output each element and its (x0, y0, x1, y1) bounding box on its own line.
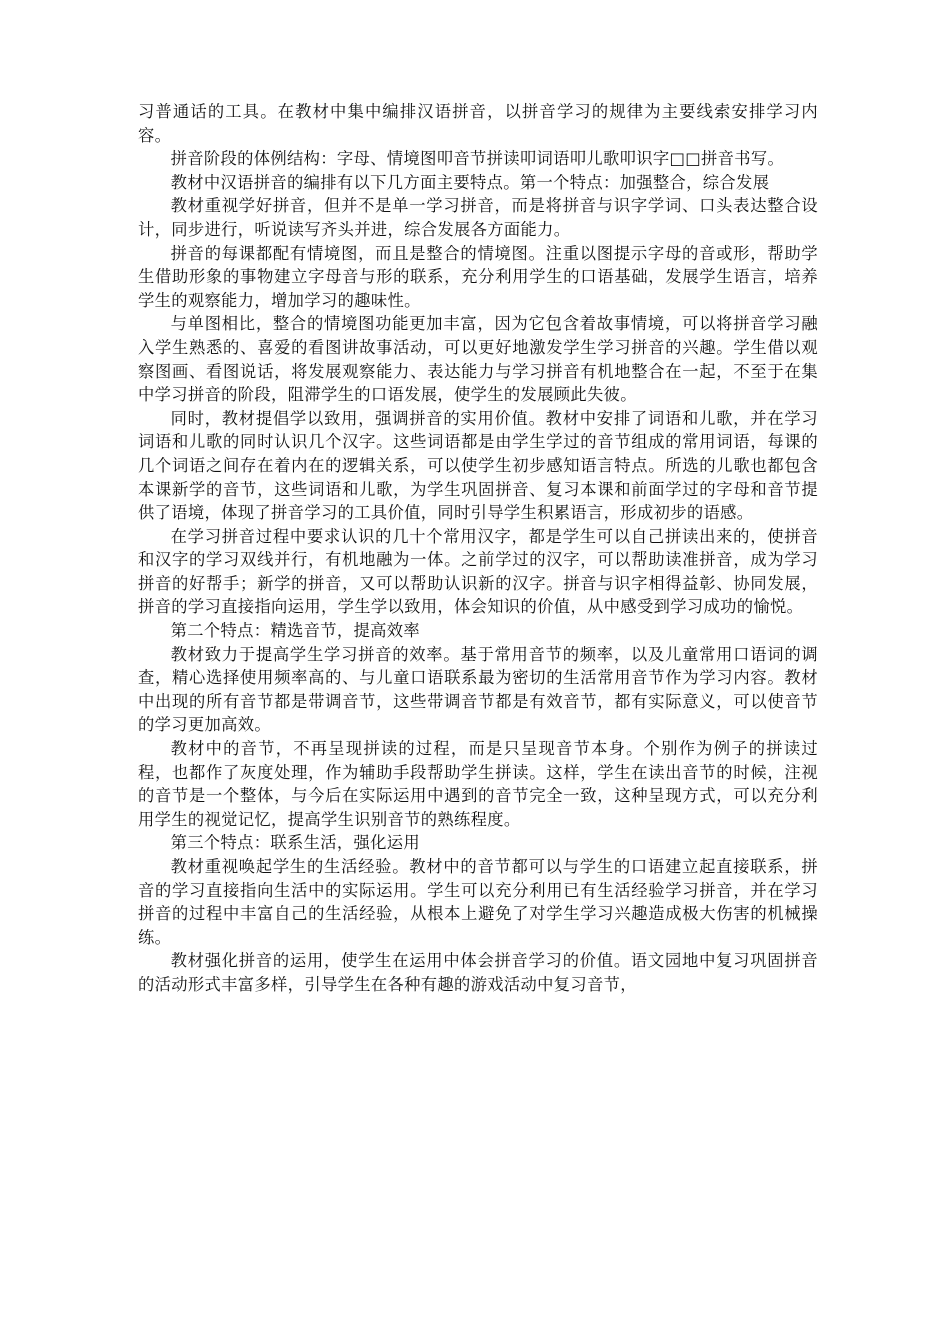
section-heading: 第二个特点：精选音节，提高效率 (170, 621, 421, 641)
section-heading: 第三个特点：联系生活，强化运用 (170, 833, 421, 853)
document-body (138, 100, 818, 997)
paragraph: 在学习拼音过程中要求认识的几十个常用汉字，都是学生可以自己拼读出来的，使拼音和汉字的学习双线并行，有机地融为一体。之前学过的汉字，可以帮助读准拼音，成为学习拼音的好帮手；新学的拼音，又可以帮助认识新的汉字。拼音与识字相得益彰、协同发展，拼音的学习直接指向运用，学生学以致用，体会知识的价值，从中感受到学习成功的愉悦。 (138, 526, 818, 617)
paragraph: 教材致力于提高学生学习拼音的效率。基于常用音节的频率，以及儿童常用口语词的调查，精心选择使用频率高的、与儿童口语联系最为密切的生活常用音节作为学习内容。教材中出现的所有音节都是带调音节，这些带调音节都是有效音节，都有实际意义，可以使音节的学习更加高效。 (138, 644, 818, 735)
paragraph: 教材重视唤起学生的生活经验。教材中的音节都可以与学生的口语建立起直接联系，拼音的学习直接指向生活中的实际运用。学生可以充分利用已有生活经验学习拼音，并在学习拼音的过程中丰富自己的生活经验，从根本上避免了对学生学习兴趣造成极大伤害的机械操练。 (138, 857, 818, 947)
paragraph: 教材重视学好拼音，但并不是单一学习拼音，而是将拼音与识字学词、口头表达整合设计，同步进行，听说读写齐头并进，综合发展各方面能力。 (138, 196, 818, 239)
paragraph: 拼音阶段的体例结构：字母、情境图叩音节拼读叩词语叩儿歌叩识字□□拼音书写。 (170, 149, 785, 169)
paragraph: 习普通话的工具。在教材中集中编排汉语拼音，以拼音学习的规律为主要线索安排学习内容。 (138, 102, 818, 145)
paragraph: 教材中的音节，不再呈现拼读的过程，而是只呈现音节本身。个别作为例子的拼读过程，也都作了灰度处理，作为辅助手段帮助学生拼读。这样，学生在读出音节的时候，注视的音节是一个整体，与今后在实际运用中遇到的音节完全一致，这种呈现方式，可以充分利用学生的视觉记忆，提高学生识别音节的熟练程度。 (138, 739, 818, 829)
paragraph: 同时，教材提倡学以致用，强调拼音的实用价值。教材中安排了词语和儿歌，并在学习词语和儿歌的同时认识几个汉字。这些词语都是由学生学过的音节组成的常用词语，每课的几个词语之间存在着内在的逻辑关系，可以使学生初步感知语言特点。所选的儿歌也都包含本课新学的音节，这些词语和儿歌，为学生巩固拼音、复习本课和前面学过的字母和音节提供了语境，体现了拼音学习的工具价值，同时引导学生积累语言，形成初步的语感。 (138, 408, 818, 523)
paragraph: 与单图相比，整合的情境图功能更加丰富，因为它包含着故事情境，可以将拼音学习融入学生熟悉的、喜爱的看图讲故事活动，可以更好地激发学生学习拼音的兴趣。学生借以观察图画、看图说话，将发展观察能力、表达能力与学习拼音有机地整合在一起，不至于在集中学习拼音的阶段，阻滞学生的口语发展，使学生的发展顾此失彼。 (138, 314, 818, 405)
paragraph: 教材强化拼音的运用，使学生在运用中体会拼音学习的价值。语文园地中复习巩固拼音的活动形式丰富多样，引导学生在各种有趣的游戏活动中复习音节， (138, 951, 818, 994)
section-heading: 教材中汉语拼音的编排有以下几方面主要特点。第一个特点：加强整合，综合发展 (170, 172, 770, 192)
paragraph: 拼音的每课都配有情境图，而且是整合的情境图。注重以图提示字母的音或形，帮助学生借助形象的事物建立字母音与形的联系，充分利用学生的口语基础，发展学生语言，培养学生的观察能力，增加学习的趣味性。 (138, 243, 818, 310)
